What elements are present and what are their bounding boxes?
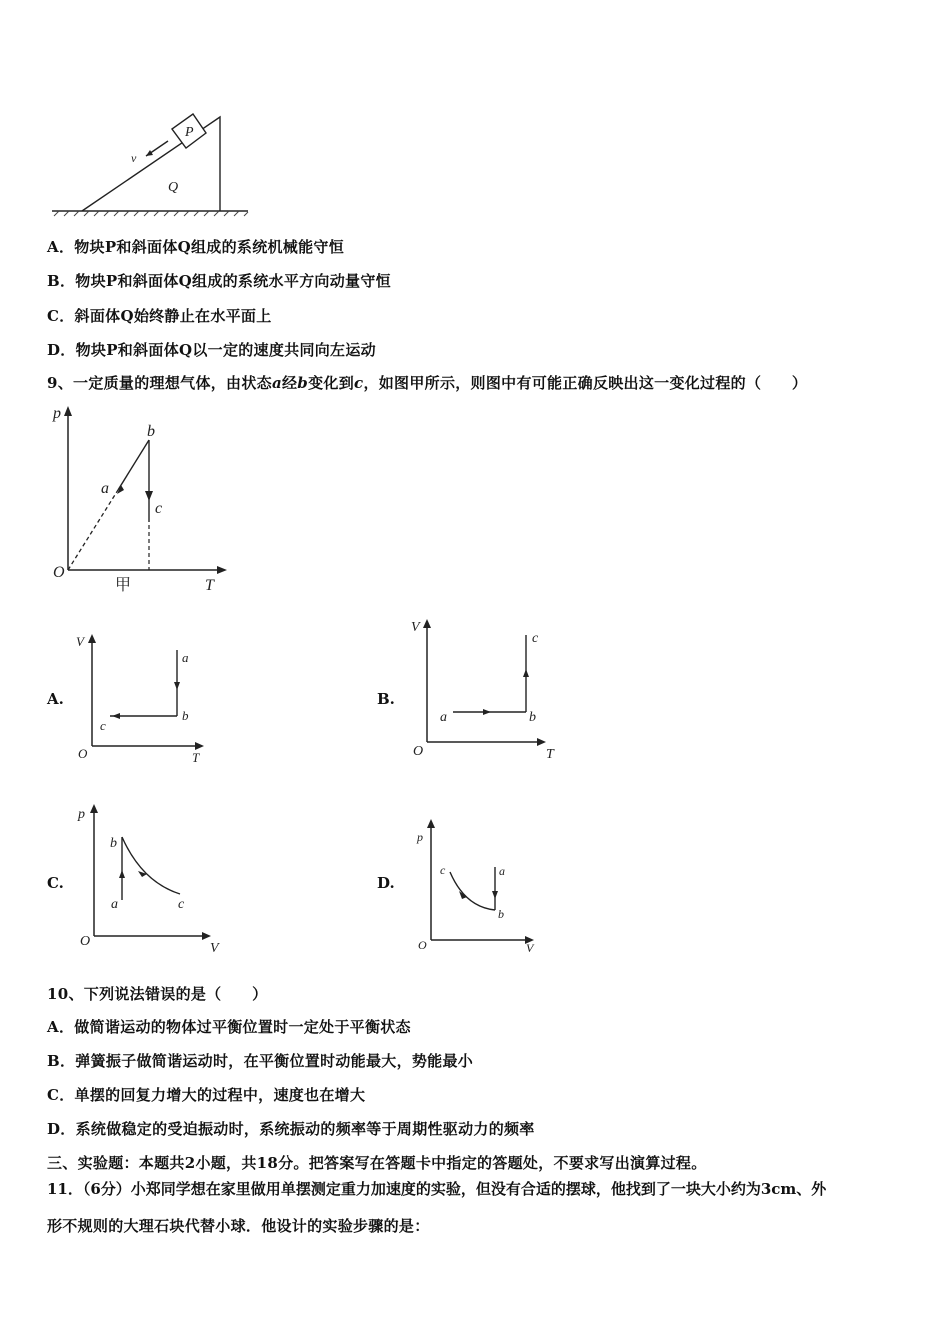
section-3-heading: 三、实验题：本题共2小题，共18分。把答案写在答题卡中指定的答题处，不要求写出演算过程。 [47, 1154, 707, 1172]
q8-option-a: A．物块P和斜面体Q组成的系统机械能守恒 [47, 238, 344, 256]
axis-p: p [53, 405, 61, 422]
pt-b: b [147, 423, 155, 440]
pt-a: a [101, 480, 109, 497]
svg-text:b: b [498, 907, 504, 921]
wedge-label: Q [168, 180, 179, 195]
svg-text:b: b [110, 836, 117, 851]
incline-figure [50, 105, 260, 220]
svg-text:V: V [526, 941, 534, 955]
q8-option-b: B．物块P和斜面体Q组成的系统水平方向动量守恒 [47, 272, 391, 290]
velocity-label: v [131, 151, 137, 165]
svg-text:T: T [192, 750, 200, 765]
q9-option-d-label: D. [377, 874, 395, 892]
svg-text:p: p [417, 830, 423, 844]
svg-text:a: a [182, 650, 189, 665]
q9-option-c-label: C. [47, 874, 64, 892]
q11-line-1: 11．（6分）小郑同学想在家里做用单摆测定重力加速度的实验，但没有合适的摆球，他找到了一块大小约为3cm、外 [47, 1180, 827, 1198]
q9-option-a-label: A. [47, 690, 64, 708]
svg-text:O: O [418, 938, 427, 952]
svg-text:V: V [210, 941, 219, 956]
q10-option-d: D．系统做稳定的受迫振动时，系统振动的频率等于周期性驱动力的频率 [47, 1120, 535, 1138]
q11-line-2: 形不规则的大理石块代替小球．他设计的实验步骤的是： [47, 1217, 430, 1235]
q9-option-a-graph [70, 630, 220, 770]
q10-stem: 10、下列说法错误的是（ ） [47, 985, 268, 1003]
origin: O [53, 564, 65, 581]
q10-option-a: A．做简谐运动的物体过平衡位置时一定处于平衡状态 [47, 1018, 411, 1036]
svg-text:p: p [78, 807, 85, 822]
svg-text:V: V [411, 620, 420, 635]
svg-text:V: V [76, 634, 84, 649]
q9-option-b-label: B. [377, 690, 395, 708]
q9-option-b-graph [405, 615, 565, 770]
svg-text:O: O [78, 746, 88, 761]
axis-t: T [205, 577, 214, 594]
caption: 甲 [115, 575, 132, 594]
q8-option-c: C．斜面体Q始终静止在水平面上 [47, 307, 272, 325]
q9-option-d-graph [405, 815, 555, 960]
pt-c: c [155, 500, 163, 517]
svg-text:T: T [546, 747, 554, 762]
svg-text:b: b [182, 708, 189, 723]
svg-text:O: O [413, 744, 424, 759]
block-label: P [185, 125, 194, 140]
svg-text:a: a [499, 864, 505, 878]
graph-jia [45, 400, 235, 600]
svg-text:c: c [178, 897, 185, 912]
svg-text:a: a [440, 710, 447, 725]
svg-text:c: c [440, 863, 446, 877]
q10-option-b: B．弹簧振子做简谐运动时，在平衡位置时动能最大，势能最小 [47, 1052, 474, 1070]
svg-text:c: c [100, 718, 106, 733]
q8-option-d: D．物块P和斜面体Q以一定的速度共同向左运动 [47, 341, 376, 359]
svg-text:c: c [532, 631, 539, 646]
svg-text:a: a [111, 897, 118, 912]
q10-option-c: C．单摆的回复力增大的过程中，速度也在增大 [47, 1086, 366, 1104]
q9-stem: 9、一定质量的理想气体，由状态a经b变化到c，如图甲所示，则图中有可能正确反映出这一变化过程的（ ） [47, 374, 808, 392]
svg-text:b: b [529, 710, 536, 725]
q9-option-c-graph [70, 800, 230, 955]
svg-text:O: O [80, 934, 91, 949]
